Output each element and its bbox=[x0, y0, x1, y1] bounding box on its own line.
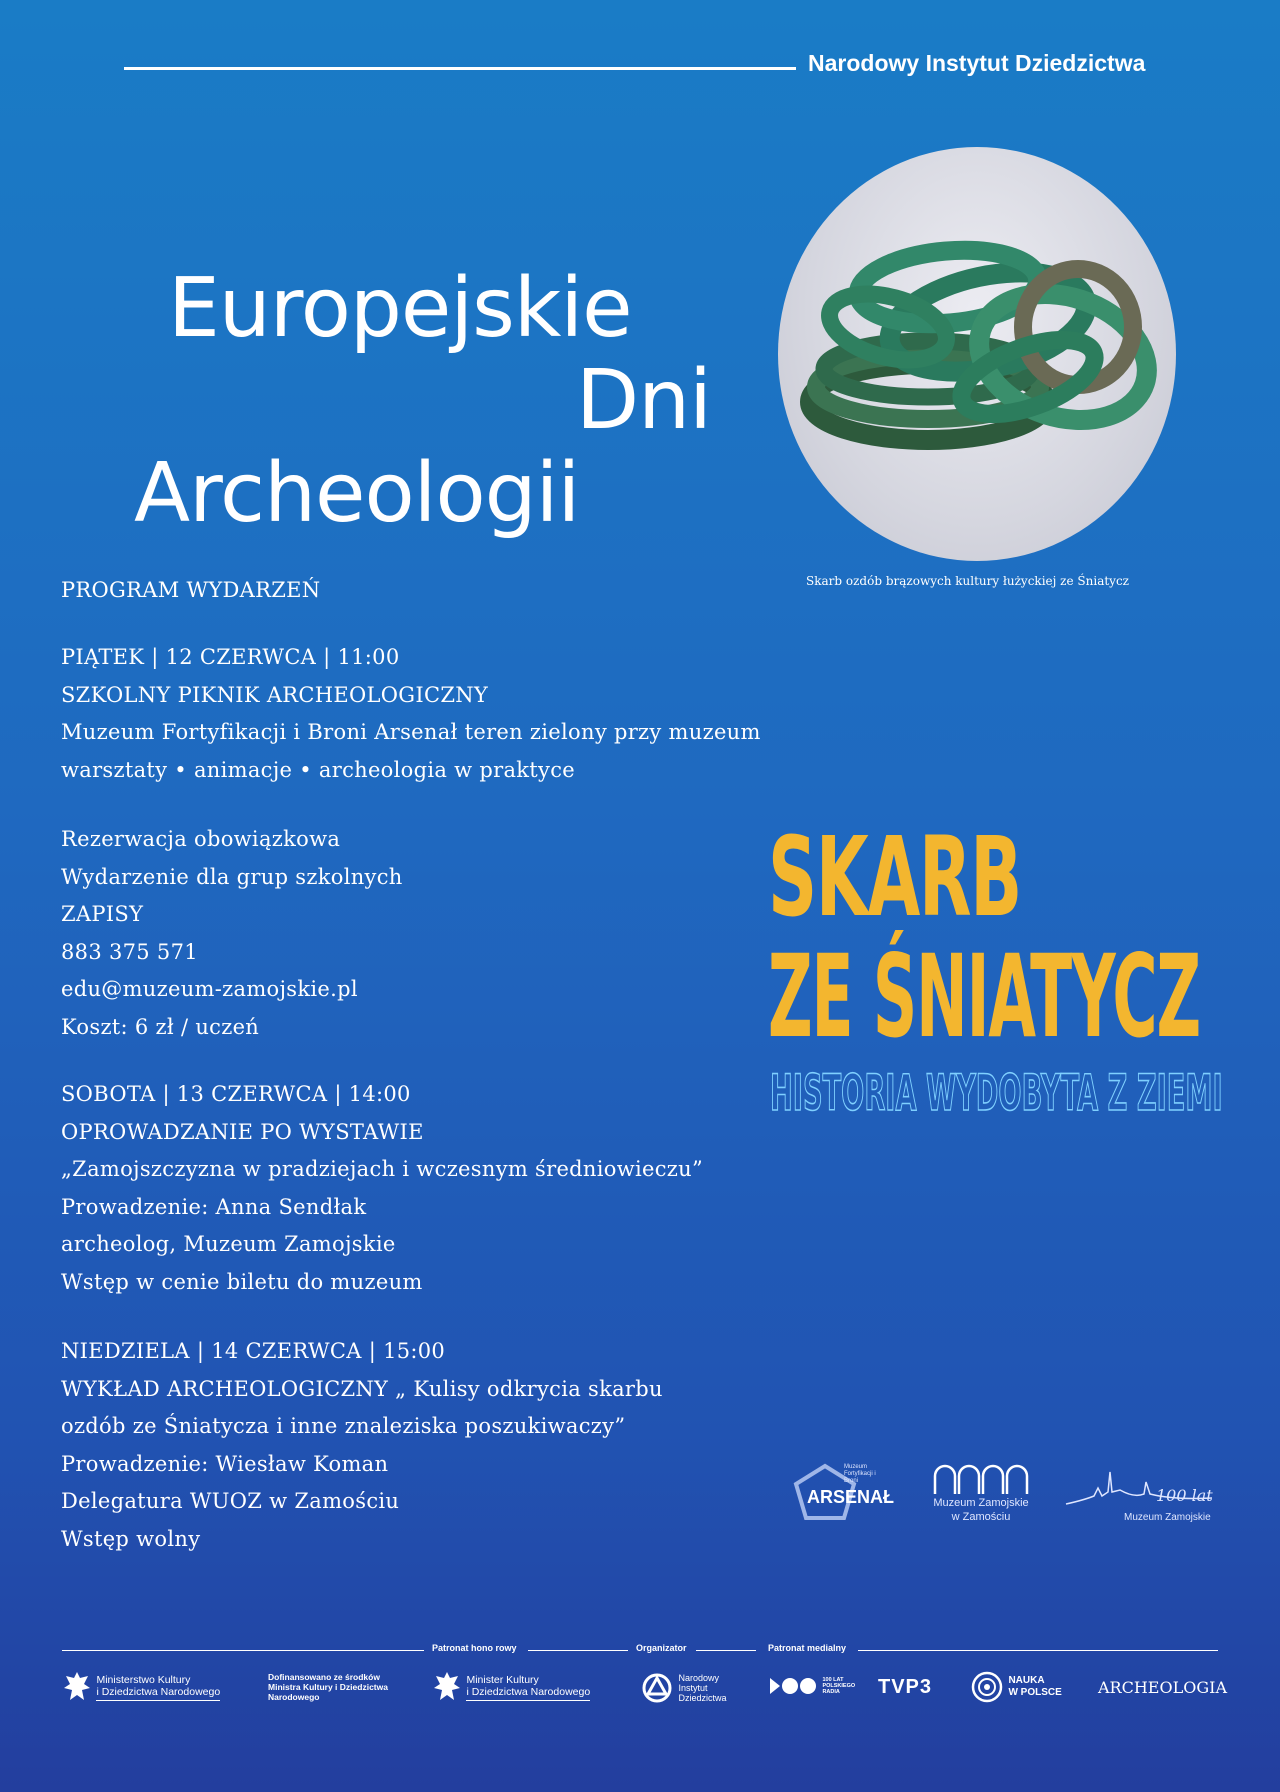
saturday-subtitle: „Zamojszczyzna w pradziejach i wczesnym średniowieczu” bbox=[61, 1157, 704, 1181]
lat-subtitle: Muzeum Zamojskie bbox=[1124, 1512, 1211, 1523]
mz-name: Muzeum Zamojskie bbox=[933, 1497, 1029, 1509]
friday-date: PIĄTEK | 12 CZERWCA | 11:00 bbox=[61, 645, 400, 669]
bronze-bracelets-photo bbox=[778, 147, 1176, 561]
saturday-date: SOBOTA | 13 CZERWCA | 14:00 bbox=[61, 1082, 411, 1106]
eagle-icon bbox=[432, 1670, 462, 1704]
signup-label: ZAPISY bbox=[61, 902, 144, 926]
arches-icon bbox=[931, 1462, 1031, 1496]
funded-line-1: Dofinansowano ze środków bbox=[268, 1672, 380, 1682]
title-line-1: Europejskie bbox=[168, 261, 632, 356]
polish-radio-logo bbox=[768, 1676, 855, 1696]
friday-activities: warsztaty • animacje • archeologia w praktyce bbox=[61, 757, 576, 782]
friday-info bbox=[61, 821, 403, 1046]
ministry-line-2: i Dziedzictwa Narodowego bbox=[96, 1685, 221, 1698]
saturday-host-role: archeolog, Muzeum Zamojskie bbox=[61, 1232, 396, 1256]
footer-rule-4 bbox=[858, 1650, 1218, 1651]
arsenal-small-text: Muzeum Fortyfikacji i Broni bbox=[844, 1464, 876, 1484]
lat-number: 100 lat bbox=[1156, 1486, 1213, 1505]
cost-note: Koszt: 6 zł / uczeń bbox=[61, 1014, 260, 1039]
arsenal-logo bbox=[790, 1462, 895, 1524]
radio-line-3: RADIA bbox=[822, 1689, 840, 1695]
saturday-event bbox=[61, 1076, 703, 1301]
nauka-line-1: NAUKA bbox=[1008, 1675, 1045, 1686]
exhibition-subtitle: HISTORIA WYDOBYTA Z ZIEMI bbox=[770, 1064, 1223, 1122]
footer-rule-3 bbox=[696, 1650, 756, 1651]
title-line-2: Dni bbox=[576, 353, 711, 448]
footer-label-medialny: Patronat medialny bbox=[768, 1643, 847, 1653]
arsenal-word: ARSENAŁ bbox=[807, 1487, 895, 1507]
nauka-logo bbox=[970, 1670, 1062, 1704]
minister-line-1: Minister Kultury bbox=[466, 1673, 539, 1686]
friday-place: Muzeum Fortyfikacji i Broni Arsenał teren zielony przy muzeum bbox=[61, 720, 761, 744]
saturday-entry: Wstęp w cenie biletu do muzeum bbox=[61, 1269, 423, 1294]
friday-event bbox=[61, 639, 761, 789]
header-rule bbox=[124, 67, 796, 70]
radio-dots-icon bbox=[768, 1676, 818, 1696]
radio-line-2: POLSKIEGO bbox=[822, 1683, 856, 1689]
archeologia-logo: ARCHEOLOGIA bbox=[1098, 1678, 1227, 1697]
sunday-title: WYKŁAD ARCHEOLOGICZNY „ Kulisy odkrycia skarbu bbox=[61, 1376, 663, 1401]
saturday-title: OPROWADZANIE PO WYSTAWIE bbox=[61, 1119, 424, 1144]
program-heading: PROGRAM WYDARZEŃ bbox=[61, 578, 321, 602]
exhibition-title-line-1: SKARB bbox=[768, 813, 1022, 941]
sunday-event bbox=[61, 1333, 663, 1558]
mz-city: w Zamościu bbox=[951, 1511, 1011, 1523]
nauka-globe-icon bbox=[970, 1670, 1004, 1704]
title-line-3: Archeologii bbox=[134, 446, 580, 541]
radio-line-1: 100 LAT bbox=[822, 1677, 844, 1683]
funded-line-3: Narodowego bbox=[268, 1692, 320, 1702]
nid-line-2: Instytut bbox=[678, 1683, 708, 1693]
footer-label-patronat: Patronat hono rowy bbox=[432, 1643, 517, 1653]
funded-note bbox=[268, 1672, 388, 1705]
nid-line-1: Narodowy bbox=[678, 1673, 719, 1683]
sunday-date: NIEDZIELA | 14 CZERWCA | 15:00 bbox=[61, 1339, 446, 1363]
minister-logo bbox=[432, 1670, 590, 1704]
footer-rule-2 bbox=[528, 1650, 628, 1651]
nauka-line-2: W POLSCE bbox=[1008, 1687, 1062, 1698]
nid-knot-icon bbox=[640, 1672, 674, 1704]
nid-line-3: Dziedzictwa bbox=[678, 1693, 727, 1703]
ministry-logo bbox=[62, 1670, 220, 1704]
sunday-host: Prowadzenie: Wiesław Koman bbox=[61, 1451, 389, 1476]
footer-rule-1 bbox=[62, 1650, 424, 1651]
sunday-title-cont: ozdób ze Śniatycza i inne znaleziska poszukiwaczy” bbox=[61, 1414, 626, 1438]
footer-label-organizator: Organizator bbox=[636, 1643, 687, 1653]
eagle-icon bbox=[62, 1670, 92, 1704]
saturday-host: Prowadzenie: Anna Sendłak bbox=[61, 1194, 367, 1219]
phone-number: 883 375 571 bbox=[61, 939, 198, 964]
exhibition-title-line-2: ZE ŚNIATYCZ bbox=[768, 930, 1201, 1063]
friday-title: SZKOLNY PIKNIK ARCHEOLOGICZNY bbox=[61, 682, 489, 707]
100-lat-logo bbox=[1064, 1460, 1214, 1523]
email-address: edu@muzeum-zamojskie.pl bbox=[61, 977, 358, 1001]
reservation-note: Rezerwacja obowiązkowa bbox=[61, 827, 341, 851]
ministry-line-1: Ministerstwo Kultury bbox=[96, 1673, 191, 1686]
institute-name: Narodowy Instytut Dziedzictwa bbox=[808, 50, 1146, 76]
tvp3-logo: TVP3 bbox=[878, 1676, 933, 1698]
sunday-entry: Wstęp wolny bbox=[61, 1526, 201, 1551]
sunday-host-role: Delegatura WUOZ w Zamościu bbox=[61, 1489, 400, 1513]
photo-caption: Skarb ozdób brązowych kultury łużyckiej ze Śniatycz bbox=[806, 574, 1129, 588]
nid-logo bbox=[640, 1672, 726, 1704]
minister-line-2: i Dziedzictwa Narodowego bbox=[466, 1685, 591, 1698]
funded-line-2: Ministra Kultury i Dziedzictwa bbox=[268, 1682, 388, 1692]
muzeum-zamojskie-logo bbox=[926, 1462, 1036, 1524]
audience-note: Wydarzenie dla grup szkolnych bbox=[61, 864, 403, 889]
